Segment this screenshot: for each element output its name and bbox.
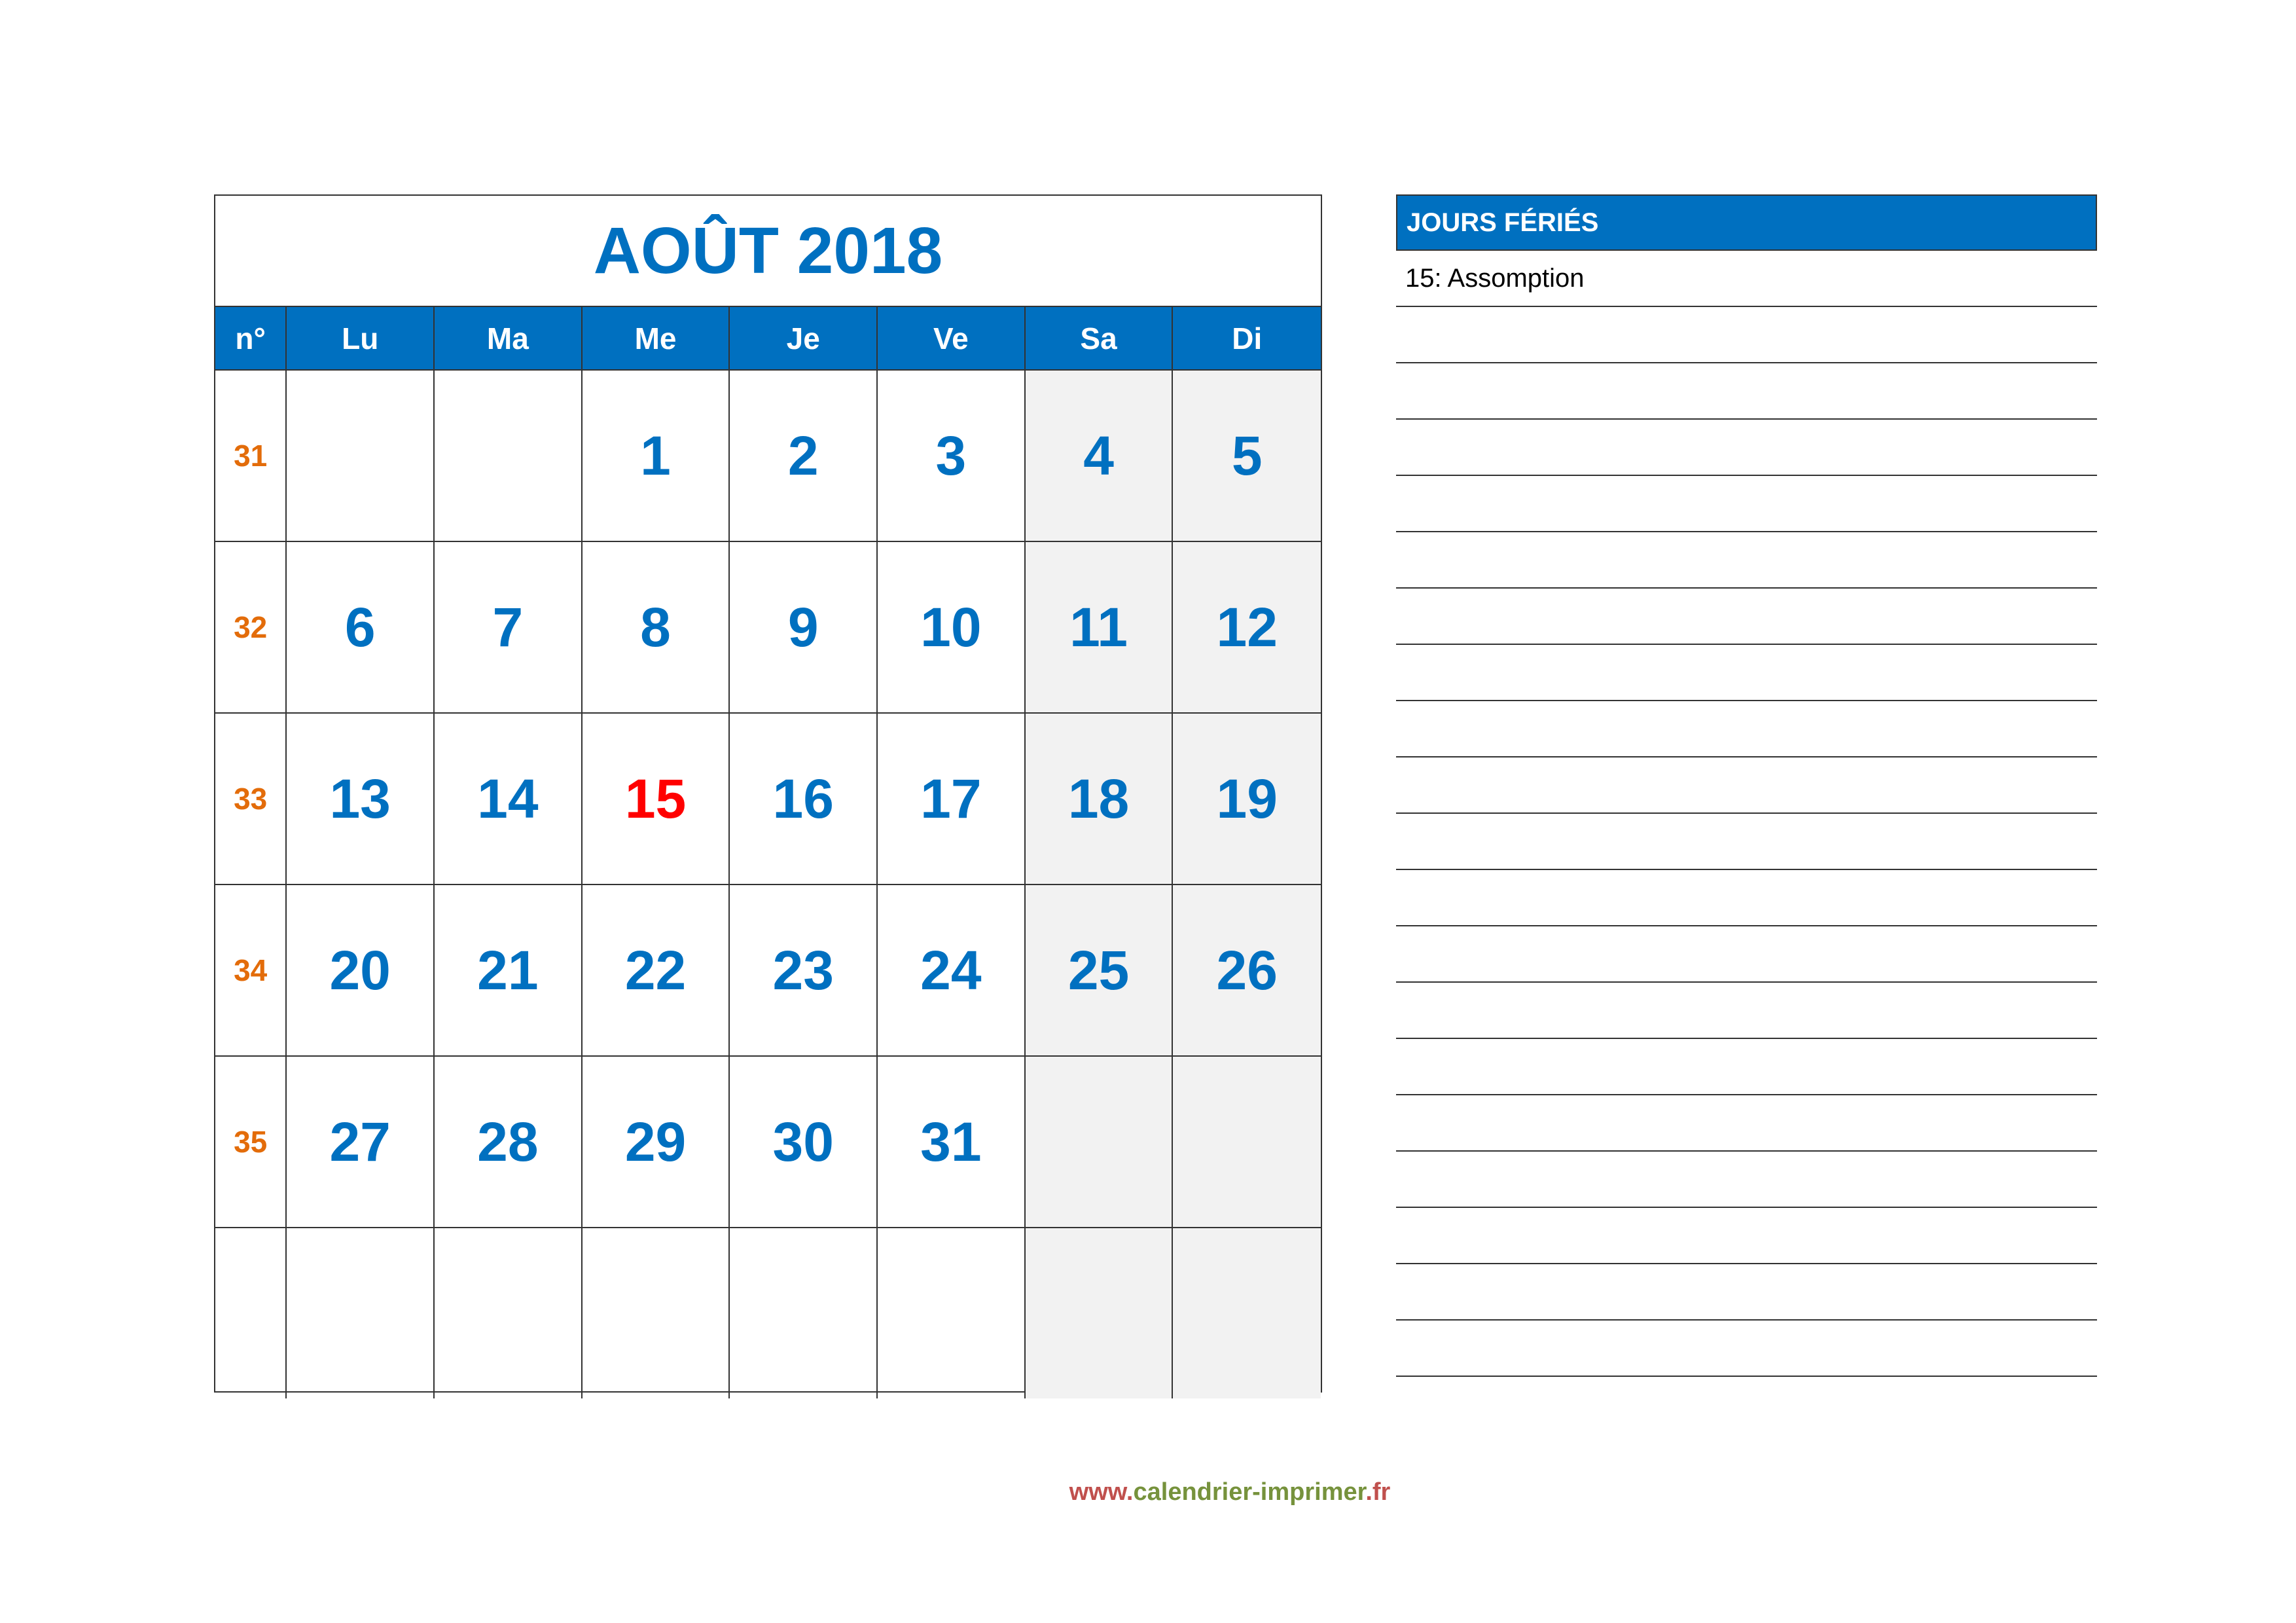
day-cell: 6 [287,542,435,712]
holiday-line: 15: Assomption [1396,251,2097,307]
holiday-line [1396,420,2097,476]
holiday-line [1396,926,2097,983]
header-thursday: Je [730,307,878,369]
week-row [215,541,1321,712]
day-cell [287,1228,435,1398]
holiday-line [1396,307,2097,363]
day-cell: 4 [1026,371,1174,541]
day-cell: 23 [730,885,878,1055]
week-number: 34 [215,885,287,1055]
header-wednesday: Me [583,307,730,369]
day-cell [583,1228,730,1398]
day-cell: 25 [1026,885,1174,1055]
day-cell: 21 [435,885,583,1055]
header-monday: Lu [287,307,435,369]
day-cell [1173,1057,1321,1227]
holiday-line [1396,363,2097,420]
day-cell: 14 [435,714,583,884]
holiday-lines [1396,251,2097,1377]
calendar [214,194,1322,1393]
holiday-line [1396,1039,2097,1095]
day-cell [730,1228,878,1398]
week-row [215,712,1321,884]
header-tuesday: Ma [435,307,583,369]
holiday-line [1396,645,2097,701]
week-number: 33 [215,714,287,884]
week-row [215,369,1321,541]
day-cell: 16 [730,714,878,884]
day-cell: 11 [1026,542,1174,712]
day-cell: 2 [730,371,878,541]
holiday-line [1396,476,2097,532]
day-cell: 19 [1173,714,1321,884]
holidays-title: JOURS FÉRIÉS [1396,194,2097,251]
day-cell: 17 [878,714,1026,884]
day-cell: 27 [287,1057,435,1227]
header-saturday: Sa [1026,307,1174,369]
holiday-line [1396,1095,2097,1152]
holiday-line [1396,1264,2097,1321]
holiday-line [1396,1208,2097,1264]
week-row [215,884,1321,1055]
day-cell: 5 [1173,371,1321,541]
header-week-number: n° [215,307,287,369]
calendar-grid [215,369,1321,1398]
header-friday: Ve [878,307,1026,369]
holidays-panel [1396,194,2097,1377]
day-cell: 1 [583,371,730,541]
week-number: 32 [215,542,287,712]
day-cell [435,1228,583,1398]
day-cell: 3 [878,371,1026,541]
header-sunday: Di [1232,321,1263,356]
week-number: 31 [215,371,287,541]
website-domain: calendrier-imprimer [1133,1478,1366,1506]
day-cell: 22 [583,885,730,1055]
weekday-header-row [215,307,1321,369]
day-cell [1026,1228,1174,1398]
day-cell [878,1228,1026,1398]
holiday-line [1396,1152,2097,1208]
holiday-line [1396,589,2097,645]
day-cell [1173,1228,1321,1398]
day-cell: 26 [1173,885,1321,1055]
day-cell: 15 [583,714,730,884]
day-cell: 13 [287,714,435,884]
day-cell: 8 [583,542,730,712]
week-number: 35 [215,1057,287,1227]
website-www: www. [1069,1478,1134,1506]
day-cell: 31 [878,1057,1026,1227]
holiday-line [1396,757,2097,814]
week-number [215,1228,287,1398]
day-cell: 29 [583,1057,730,1227]
day-cell: 20 [287,885,435,1055]
holiday-line [1396,814,2097,870]
day-cell [435,371,583,541]
day-cell: 10 [878,542,1026,712]
day-cell: 30 [730,1057,878,1227]
day-cell: 7 [435,542,583,712]
day-cell: 24 [878,885,1026,1055]
month-title: AOÛT 2018 [215,196,1321,307]
day-cell: 18 [1026,714,1174,884]
day-cell: 12 [1173,542,1321,712]
week-row [215,1055,1321,1227]
holiday-line [1396,983,2097,1039]
day-cell [287,371,435,541]
day-cell: 9 [730,542,878,712]
day-cell [1026,1057,1174,1227]
holiday-line [1396,532,2097,589]
week-row [215,1227,1321,1398]
holiday-line [1396,870,2097,926]
holiday-line [1396,1321,2097,1377]
holiday-line [1396,701,2097,757]
day-cell: 28 [435,1057,583,1227]
website-tld: .fr [1365,1478,1391,1506]
website-link[interactable] [0,1478,2296,1506]
